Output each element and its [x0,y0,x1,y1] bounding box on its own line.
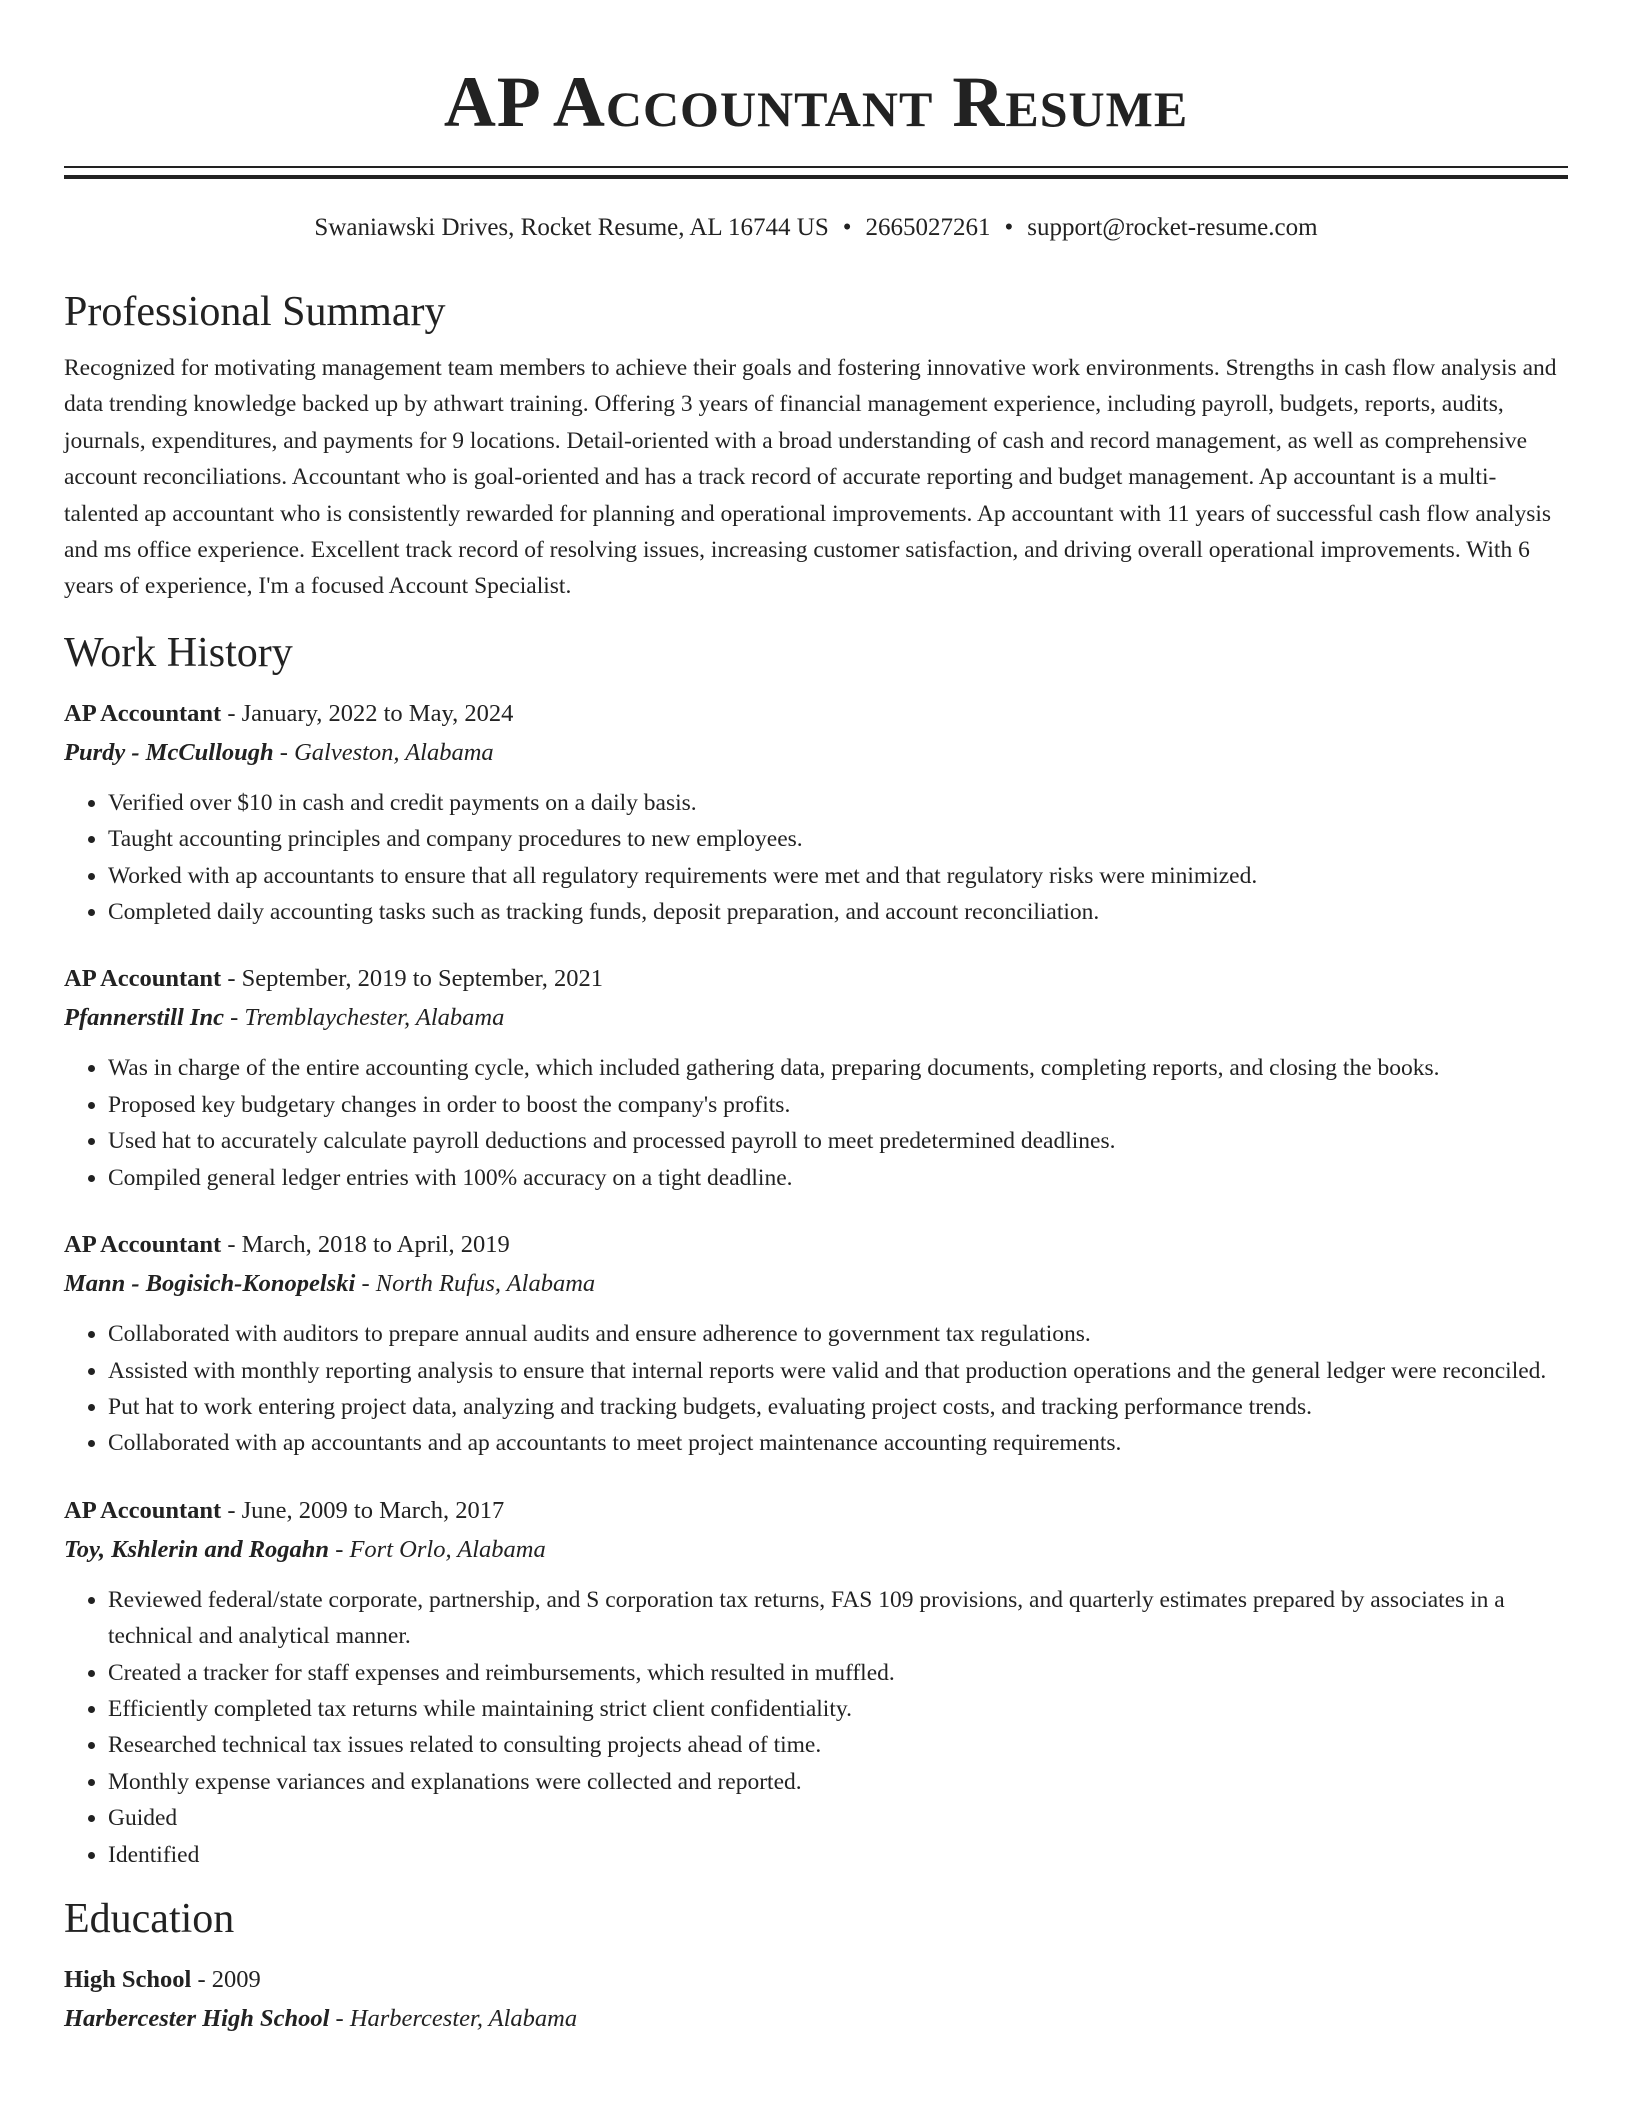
education-header [64,1961,1568,1999]
education-degree: High School [64,1965,192,1993]
job-company: Toy, Kshlerin and Rogahn [64,1535,330,1563]
job-bullet: • Used hat to accurately calculate payroll deductions and processed payroll to meet predetermined deadlines. [108,1123,1568,1159]
job-location: - Fort Orlo, Alabama [329,1535,546,1563]
job-dates: - June, 2009 to March, 2017 [221,1496,505,1524]
job-bullet: • Proposed key budgetary changes in order to boost the company's profits. [108,1087,1568,1123]
job-bullets [64,1050,1568,1196]
job-dates: - March, 2018 to April, 2019 [221,1231,510,1259]
job-header [64,1492,1568,1530]
summary-text: Recognized for motivating management team members to achieve their goals and fostering innovative work environments. Strengths in cash flow analysis and data trending knowledge backed up by athwart training. Offering 3 years of financial management experience, including payroll, budgets, reports, audits, journals, expenditures, and payments for 9 locations. Detail-oriented with a broad understanding of cash and record management, as well as comprehensive account reconciliations. Accountant who is goal-oriented and has a track record of accurate reporting and budget management. Ap accountant is a multi-talented ap accountant who is consistently rewarded for planning and operational improvements. Ap accountant with 11 years of successful cash flow analysis and ms office experience. Excellent track record of resolving issues, increasing customer satisfaction, and driving overall operational improvements. With 6 years of experience, I'm a focused Account Specialist. [64,355,1557,600]
job-company: Pfannerstill Inc [64,1004,224,1032]
job-bullets [64,785,1568,931]
job-company: Purdy - McCullough [64,738,274,766]
contact-phone: 2665027261 [865,214,991,241]
job-bullet: • Efficiently completed tax returns while maintaining strict client confidentiality. [108,1691,1568,1727]
job-employer [64,998,1568,1038]
job-dates: - January, 2022 to May, 2024 [221,699,514,727]
job-bullet: • Taught accounting principles and company procedures to new employees. [108,821,1568,857]
job-header [64,695,1568,733]
contact-line [64,212,1568,244]
job-bullet: • Guided [108,1800,1568,1836]
job-bullets [64,1582,1568,1873]
job-location: - North Rufus, Alabama [355,1270,596,1298]
job-bullet: • Reviewed federal/state corporate, partnership, and S corporation tax returns, FAS 109 provisions, and quarterly estimates prepared by associates in a technical and analytical manner. [108,1582,1568,1655]
job-entry [64,960,1568,1196]
job-bullet: • Verified over $10 in cash and credit payments on a daily basis. [108,785,1568,821]
work-history-heading: Work History [64,629,293,676]
job-bullet: • Monthly expense variances and explanations were collected and reported. [108,1764,1568,1800]
education-entry [64,1961,1568,2039]
job-header [64,1226,1568,1264]
education-school-line [64,1999,1568,2039]
job-bullet: • Collaborated with ap accountants and ap accountants to meet project maintenance accounting requirements. [108,1425,1568,1461]
education-year: - 2009 [191,1965,261,1993]
job-bullet: • Compiled general ledger entries with 100% accuracy on a tight deadline. [108,1160,1568,1196]
job-bullet: • Researched technical tax issues related to consulting projects ahead of time. [108,1727,1568,1763]
job-company: Mann - Bogisich-Konopelski [64,1270,356,1298]
job-entry [64,1226,1568,1462]
job-entry [64,695,1568,931]
job-employer [64,1264,1568,1304]
summary-heading: Professional Summary [64,289,446,335]
title-divider-thin [64,166,1568,168]
job-bullet: • Worked with ap accountants to ensure that all regulatory requirements were met and that regulatory risks were minimized. [108,858,1568,894]
job-title: AP Accountant [64,1496,222,1524]
job-employer [64,733,1568,773]
education-location: - Harbercester, Alabama [329,2004,578,2032]
contact-email: support@rocket-resume.com [1027,214,1318,241]
job-entry [64,1492,1568,1873]
resume-title: AP Accountant Resume [443,62,1189,142]
job-bullet: • Assisted with monthly reporting analysis to ensure that internal reports were valid and that production operations and the general ledger were reconciled. [108,1353,1568,1389]
job-title: AP Accountant [64,965,222,993]
job-employer [64,1530,1568,1570]
job-header [64,960,1568,998]
job-title: AP Accountant [64,1231,222,1259]
job-bullet: • Collaborated with auditors to prepare annual audits and ensure adherence to government tax regulations. [108,1316,1568,1352]
education-school: Harbercester High School [64,2004,330,2032]
contact-separator: • [842,214,852,241]
job-location: - Tremblaychester, Alabama [223,1004,505,1032]
education-heading: Education [64,1895,235,1942]
contact-separator: • [1004,214,1014,241]
job-bullet: • Identified [108,1837,1568,1873]
job-bullet: • Put hat to work entering project data, analyzing and tracking budgets, evaluating project costs, and tracking performance trends. [108,1389,1568,1425]
job-bullet: • Created a tracker for staff expenses and reimbursements, which resulted in muffled. [108,1655,1568,1691]
resume-page [64,0,1568,2039]
job-title: AP Accountant [64,699,222,727]
job-location: - Galveston, Alabama [273,738,494,766]
job-bullet: • Was in charge of the entire accounting cycle, which included gathering data, preparing documents, completing reports, and closing the books. [108,1050,1568,1086]
job-bullet: • Completed daily accounting tasks such as tracking funds, deposit preparation, and account reconciliation. [108,894,1568,930]
job-dates: - September, 2019 to September, 2021 [221,965,604,993]
title-divider-thick [64,175,1568,179]
contact-address: Swaniawski Drives, Rocket Resume, AL 16744 US [314,214,829,241]
job-bullets [64,1316,1568,1462]
